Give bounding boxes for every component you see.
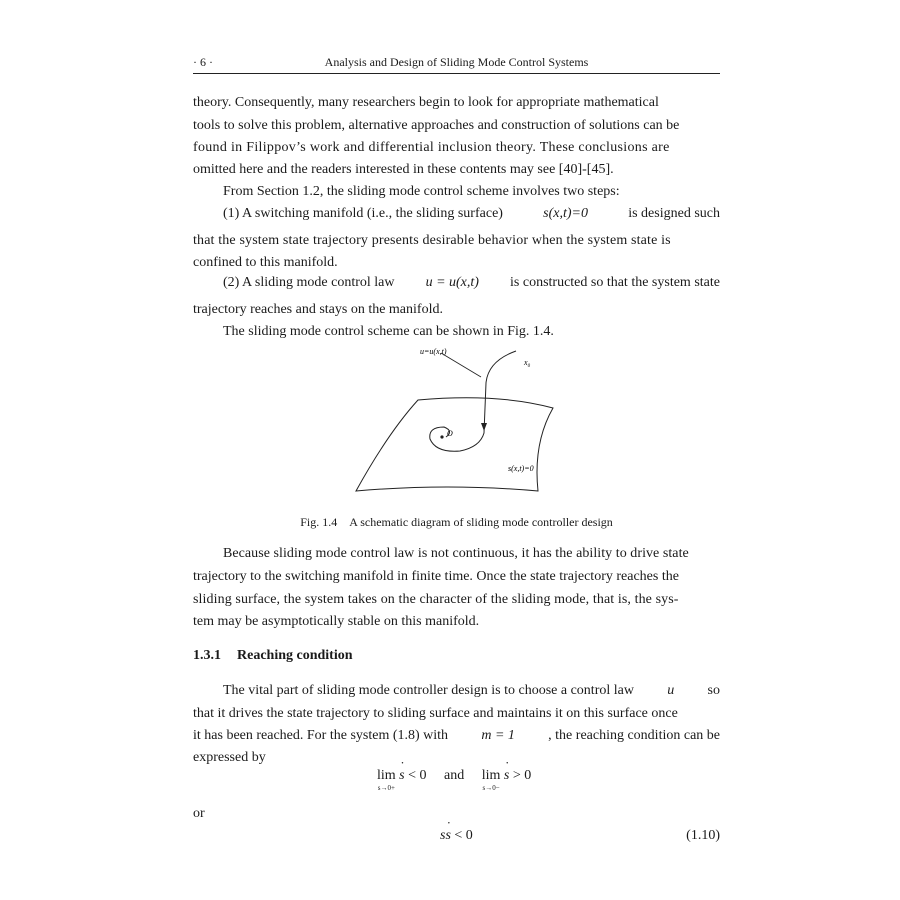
step2-prefix: (2) A sliding mode control law (223, 275, 395, 290)
s-dot-2: s ˙ (504, 768, 509, 783)
para2: From Section 1.2, the sliding mode control scheme involves two steps: (223, 184, 620, 199)
step1-suffix: is designed such (628, 206, 720, 221)
caption-number: Fig. 1.4 (300, 515, 338, 529)
step2-math: u = u(x,t) (425, 275, 479, 290)
para4-line1: Because sliding mode control law is not continuous, it has the ability to drive state (223, 546, 689, 561)
sliding-surface-shape (356, 398, 553, 491)
figure-caption (193, 515, 720, 530)
para5-suffix: so (707, 683, 720, 698)
para5-line1 (223, 680, 720, 702)
para1-line2: tools to solve this problem, alternative approaches and construction of solutions can be (193, 118, 680, 133)
and-word: and (444, 768, 465, 783)
s-dot-1: s ˙ (399, 768, 404, 783)
step1-prefix: (1) A switching manifold (i.e., the sliding surface) (223, 206, 503, 221)
section-number: 1.3.1 (193, 648, 221, 663)
para5-l3-suffix: , the reaching condition can be (548, 728, 720, 743)
para5-line3 (193, 725, 720, 747)
equation-reaching-limits (377, 768, 531, 792)
step2-line1 (223, 272, 720, 294)
step1-math: s(x,t)=0 (543, 206, 588, 221)
step2-line2: trajectory reaches and stays on the manifold. (193, 302, 443, 317)
para5-math-u: u (667, 683, 675, 698)
para1-line3: found in Filippov’s work and differential inclusion theory. These conclusions are (193, 140, 670, 155)
equation-1-10 (440, 828, 473, 844)
trajectory-arrow-icon (481, 423, 487, 431)
para4-line2: trajectory to the switching manifold in finite time. Once the state trajectory reaches the (193, 569, 679, 584)
para3: The sliding mode control scheme can be shown in Fig. 1.4. (223, 324, 554, 339)
inequality-1: < 0 (408, 768, 427, 783)
limit-1: lim s→0+ (377, 768, 396, 792)
running-header (193, 53, 720, 74)
origin-point (440, 435, 443, 438)
step1-line3: confined to this manifold. (193, 255, 338, 270)
or-text: or (193, 806, 205, 821)
para5-line4: expressed by (193, 750, 266, 765)
para5-prefix: The vital part of sliding mode controller design is to choose a control law (223, 683, 634, 698)
inequality-2: > 0 (512, 768, 532, 783)
section-title: Reaching condition (237, 648, 353, 663)
label-control-law: u=u(x,t) (420, 347, 447, 356)
eq2-s-dot: s ˙ (445, 828, 450, 843)
para5-math-m: m = 1 (481, 728, 515, 743)
pointer-line (441, 353, 481, 377)
para1-line1: theory. Consequently, many researchers begin to look for appropriate mathematical (193, 95, 659, 110)
label-origin: O (447, 429, 453, 438)
step1-line1 (223, 203, 720, 225)
para1-line4: omitted here and the readers interested in these contents may see [40]-[45]. (193, 162, 614, 177)
para5-line2: that it drives the state trajectory to sliding surface and maintains it on this surface once (193, 706, 678, 721)
eq2-inequality: < 0 (454, 828, 473, 843)
equation-number: (1.10) (686, 828, 720, 843)
label-initial-state: $x_0$ (524, 358, 531, 369)
step1-line2: that the system state trajectory presents desirable behavior when the system state is (193, 233, 671, 248)
figure-svg (348, 343, 558, 493)
limit-2: lim s→0− (481, 768, 501, 792)
eq2-s: s (440, 828, 446, 843)
step2-suffix: is constructed so that the system state (510, 275, 720, 290)
label-surface: s(x,t)=0 (508, 464, 534, 473)
section-heading (193, 648, 353, 664)
para4-line3: sliding surface, the system takes on the character of the sliding mode, that is, the sys- (193, 592, 679, 607)
para4-line4: tem may be asymptotically stable on this manifold. (193, 614, 480, 629)
para5-l3-prefix: it has been reached. For the system (1.8) with (193, 728, 449, 743)
book-title: Analysis and Design of Sliding Mode Control Systems (324, 55, 589, 69)
page-number: · 6 · (193, 55, 213, 69)
figure-sliding-mode (348, 343, 558, 493)
caption-text: A schematic diagram of sliding mode controller design (349, 515, 613, 529)
